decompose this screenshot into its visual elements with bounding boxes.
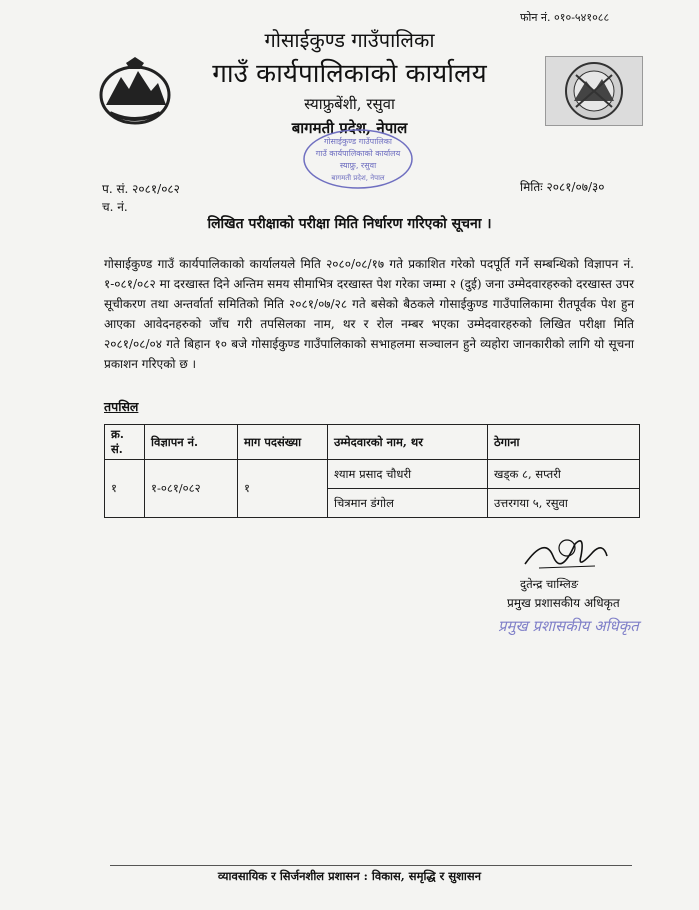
cell-candidate-name: श्याम प्रसाद चौधरी <box>328 460 488 489</box>
municipality-logo-icon <box>545 56 643 126</box>
footer-slogan: व्यावसायिक र सिर्जनशील प्रशासन : विकास, समृद्धि र सुशासन <box>217 869 482 883</box>
signer-name: दुतेन्द्र चाम्लिङ <box>520 577 579 591</box>
reference-number: प. सं. २०८१/०८२ <box>102 182 180 196</box>
cell-address: उत्तरगया ५, रसुवा <box>488 489 640 518</box>
header-serial: क्र. सं. <box>105 425 145 460</box>
office-stamp-icon <box>302 128 414 190</box>
cell-positions: १ <box>238 460 328 518</box>
table-header-row <box>105 425 640 460</box>
office-location: स्याफ्रुबेंशी, रसुवा <box>304 95 395 113</box>
cell-address: खड्क ८, सप्तरी <box>488 460 640 489</box>
signer-title: प्रमुख प्रशासकीय अधिकृत <box>507 596 620 610</box>
svg-text:गोसाईकुण्ड गाउँपालिका: गोसाईकुण्ड गाउँपालिका <box>323 137 393 146</box>
cell-ad-number: १-०८१/०८२ <box>145 460 238 518</box>
cell-candidate-name: चित्रमान डंगोल <box>328 489 488 518</box>
footer-divider <box>110 865 632 866</box>
dispatch-number: च. नं. <box>102 200 128 214</box>
province-name: बागमती प्रदेश, नेपाल <box>291 119 408 137</box>
notice-date: मितिः २०८१/०७/३० <box>520 180 605 194</box>
header-ad-number: विज्ञापन नं. <box>145 425 238 460</box>
phone-number: फोन नं. ०१०-५४१०८८ <box>520 11 610 24</box>
svg-text:बागमती प्रदेश, नेपाल: बागमती प्रदेश, नेपाल <box>331 174 385 182</box>
details-heading: तपसिल <box>104 399 139 414</box>
cell-serial: १ <box>105 460 145 518</box>
office-name: गाउँ कार्यपालिकाको कार्यालय <box>212 59 487 89</box>
notice-body: गोसाईकुण्ड गाउँ कार्यपालिकाको कार्यालयले मिति २०८०/०८/१७ गते प्रकाशित गरेको पदपूर्ति गर्ने सम्बन्धिको विज्ञापन नं. १-०८१/०८२ मा दरखास्त दिने अन्तिम समय सीमाभित्र दरखास्त पेश गरेका जम्मा २ (दुई) जना उम्मेदवारहरुको दरखास्त उपर सूचीकरण तथा अन्तर्वार्ता समितिको मिति २०८१/०७/२८ गते बसेको बैठकले गोसाईकुण्ड गाउँपालिकामा रीतपूर्वक पेश हुन आएका आवेदनहरुको जाँच गरी तपसिलका नाम, थर र रोल नम्बर भएका उम्मेदवारहरुको लिखित परीक्षा मिति २०८१/०८/०४ गते बिहान १० बजे गोसाईकुण्ड गाउँपालिकाको सभाहलमा सञ्चालन हुने व्यहोरा जानकारीको लागि यो सूचना प्रकाशन गरिएको छ । <box>104 257 634 371</box>
table-row <box>105 460 640 489</box>
header-address: ठेगाना <box>488 425 640 460</box>
candidates-table <box>104 424 640 518</box>
municipality-name: गोसाईकुण्ड गाउँपालिका <box>264 28 435 52</box>
svg-text:गाउँ कार्यपालिकाको कार्यालय: गाउँ कार्यपालिकाको कार्यालय <box>315 149 401 158</box>
header-positions: माग पदसंख्या <box>238 425 328 460</box>
notice-subject: लिखित परीक्षाको परीक्षा मिति निर्धारण गरिएको सूचना । <box>207 216 492 232</box>
title-stamp: प्रमुख प्रशासकीय अधिकृत <box>498 617 639 635</box>
header-candidate-name: उम्मेदवारको नाम, थर <box>328 425 488 460</box>
signature-icon <box>515 526 615 576</box>
svg-text:स्याफ्रु, रसुवा: स्याफ्रु, रसुवा <box>339 161 377 170</box>
